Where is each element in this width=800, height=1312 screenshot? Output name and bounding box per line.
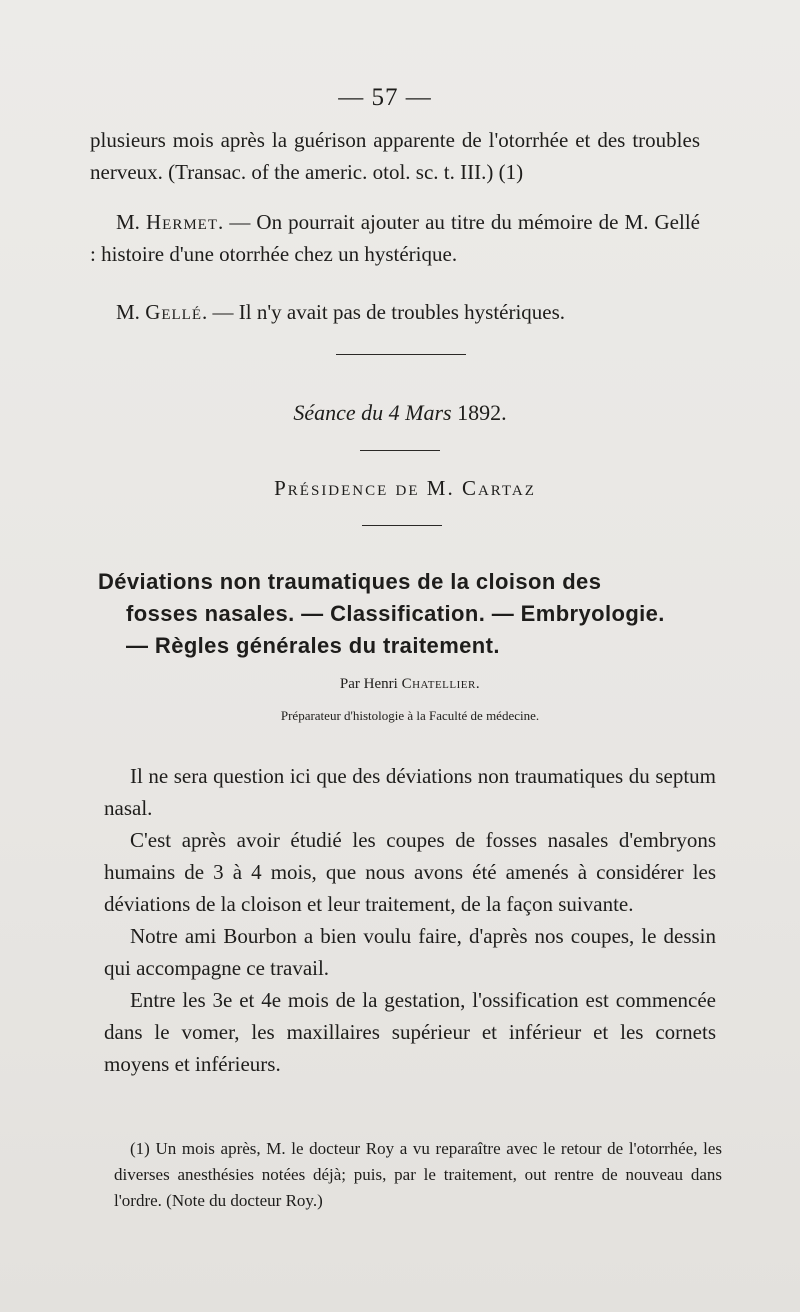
article-body [104,760,716,1080]
discussion-paragraph [90,296,700,328]
continuation-paragraph [90,124,700,188]
discussion-gelle [90,296,700,328]
section-divider [336,354,466,355]
section-divider [360,450,440,451]
section-divider [362,525,442,526]
speaker-title: M. [116,300,140,324]
speaker-name: Gellé [145,300,203,324]
session-heading [0,400,800,426]
session-label: Séance du 4 Mars [293,400,452,425]
session-year: 1892. [457,400,507,425]
article-author [0,676,800,693]
presidence-heading: Présidence de M. Cartaz [274,476,536,500]
article-title [98,566,710,662]
page-number: — 57 — [338,84,432,111]
speaker-name: Hermet [146,210,219,234]
author-name: Chatellier. [401,676,481,692]
title-line: Déviations non traumatiques de la cloison des [98,569,602,594]
discussion-hermet [90,206,700,270]
body-paragraph: Entre les 3e et 4e mois de la gestation, l'ossification est commencée dans le vomer, les maxillaires supérieur et inférieur et les cornets moyens et inférieurs. [104,988,716,1076]
body-paragraph: C'est après avoir étudié les coupes de fosses nasales d'embryons humains de 3 à 4 mois, que nous avons été amenés à considérer les déviations de la cloison et leur traitement, de la façon suivante. [104,828,716,916]
discussion-text: . — Il n'y avait pas de troubles hystériques. [202,300,566,324]
continuation-text: plusieurs mois après la guérison apparente de l'otorrhée et des troubles nerveux. (Transac. of the americ. otol. sc. t. III.) (1) [90,128,700,184]
title-line: fosses nasales. — Classification. — Embryologie. [126,601,665,626]
footnote [114,1136,722,1214]
author-prefix: Par Henri [339,676,398,692]
discussion-paragraph [90,206,700,270]
discussion-text: . — On pourrait ajouter au titre du mémoire de M. Gellé : histoire d'une otorrhée chez un hystérique. [90,210,700,266]
body-paragraph: Il ne sera question ici que des déviations non traumatiques du septum nasal. [104,764,716,820]
author-affiliation: Préparateur d'histologie à la Faculté de médecine. [280,708,540,723]
speaker-title: M. [116,210,140,234]
body-paragraph: Notre ami Bourbon a bien voulu faire, d'après nos coupes, le dessin qui accompagne ce travail. [104,924,716,980]
title-line: — Règles générales du traitement. [126,633,500,658]
footnote-text: (1) Un mois après, M. le docteur Roy a vu reparaître avec le retour de l'otorrhée, les diverses anesthésies notées déjà; puis, par le traitement, out rentre de nouveau dans l'ordre. (Note du docteur Roy.) [114,1139,722,1210]
